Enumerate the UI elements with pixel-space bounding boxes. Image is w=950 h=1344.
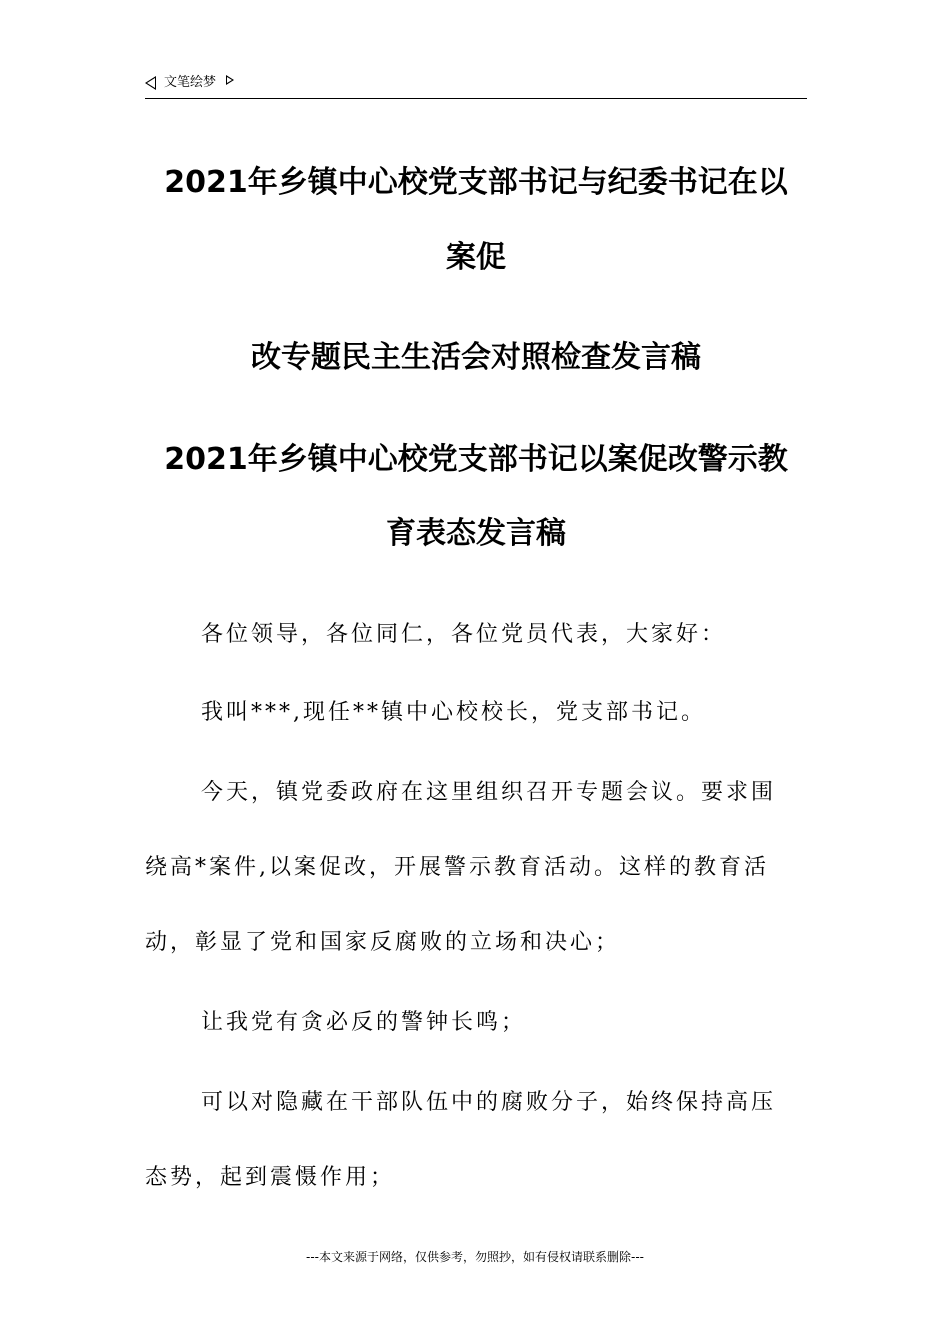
paragraph-intro: 我叫***,现任**镇中心校校长，党支部书记。 [201, 700, 706, 725]
title-1-line-3: 改专题民主生活会对照检查发言稿 [251, 340, 701, 375]
title-2-line-2: 育表态发言稿 [386, 516, 566, 551]
paragraph-4: 让我党有贪必反的警钟长鸣； [201, 1010, 527, 1035]
paragraph-5-line-2: 态势，起到震慑作用； [145, 1165, 396, 1190]
triangle-left-icon [145, 76, 156, 90]
paragraph-greeting: 各位领导，各位同仁，各位党员代表，大家好： [201, 622, 727, 647]
title-2-line-1: 2021年乡镇中心校党支部书记以案促改警示教 [164, 442, 788, 477]
title-1-line-2: 案促 [446, 240, 506, 275]
paragraph-3-line-2: 绕高*案件,以案促改，开展警示教育活动。这样的教育活 [145, 855, 769, 880]
footer-notice: ---本文来源于网络，仅供参考，勿照抄，如有侵权请联系删除--- [306, 1250, 644, 1264]
paragraph-3-line-3: 动，彰显了党和国家反腐败的立场和决心； [145, 930, 621, 955]
triangle-right-icon [226, 75, 234, 85]
paragraph-3-line-1: 今天，镇党委政府在这里组织召开专题会议。要求围 [201, 780, 777, 805]
paragraph-5-line-1: 可以对隐藏在干部队伍中的腐败分子，始终保持高压 [201, 1090, 777, 1115]
brand-text: 文笔绘梦 [164, 75, 217, 90]
title-1-line-1: 2021年乡镇中心校党支部书记与纪委书记在以 [164, 165, 788, 200]
header-brand [145, 74, 234, 92]
page-header [145, 72, 807, 99]
